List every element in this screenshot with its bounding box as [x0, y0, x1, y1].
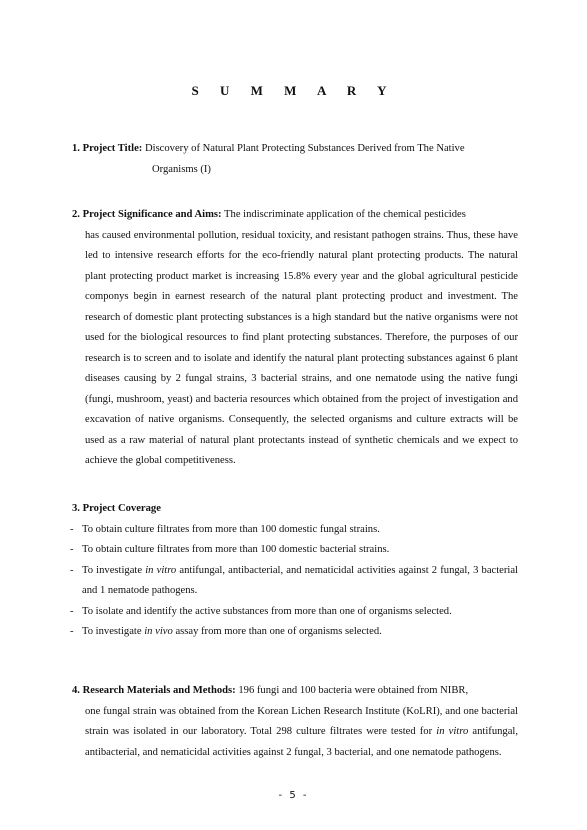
- section-significance: [72, 205, 518, 472]
- section1-line1: [72, 139, 518, 160]
- summary-title: S U M M A R Y: [191, 83, 396, 98]
- coverage-text-4: To isolate and identify the active substances from more than one of organisms selected.: [82, 605, 452, 617]
- page-number: - 5 -: [278, 790, 309, 801]
- section2-lead: The indiscriminate application of the chemical pesticides: [224, 209, 466, 220]
- section4-body-post: antifungal, antibacterial, and nematicidal activities against 2 fungal, 3 bacterial, and one nematode pathogens.: [85, 726, 519, 758]
- coverage-item: [72, 520, 518, 541]
- section-project-title: [72, 139, 518, 180]
- coverage-item: [72, 602, 518, 623]
- section4-body-em: in vitro: [436, 726, 469, 737]
- coverage-text-5-pre: To investigate: [82, 626, 142, 637]
- coverage-text-1: To obtain culture filtrates from more than 100 domestic fungal strains.: [82, 523, 380, 535]
- section-methods: [72, 681, 518, 763]
- bullet-mark: -: [70, 605, 74, 617]
- coverage-text-3-pre: To investigate: [82, 564, 143, 576]
- section4-body: [72, 702, 518, 764]
- section4-body-pre: one fungal strain was obtained from the Korean Lichen Research Institute (KoLRI), and one bacterial strain was isolated in our laboratory. Total 298 culture filtrates were tested for: [85, 705, 518, 737]
- section4-heading: 4. Research Materials and Methods:: [72, 685, 236, 696]
- coverage-text-3-em: in vitro: [145, 564, 177, 576]
- section2-body: has caused environmental pollution, residual toxicity, and resistant pathogen strains. Thus, these have led to intensive research efforts for the eco-friendly natural plant protecting products. The natural plant protecting product market is increasing 15.8% every year and the global agricultural pesticide componys begin in earnest research of the natural plant protecting product and investment. The research of domestic plant protecting substances is a high standard but the native organisms were not used for the biological resources to find plant protecting substances. Therefore, the purposes of our research is to screen and to isolate and identify the natural plant protecting substances against 6 plant diseases causing by 2 fungal strains, 3 bacterial strains, and one nematode using the native fungi (fungi, mushroom, yeast) and bacteria resources which obtained from the project of investigation and excavation of native organisms. Consequently, the selected organisms and culture extracts will be used as a raw material of natural plant protectants instead of synthetic chemicals and we expect to achieve the global competitiveness.: [85, 229, 518, 466]
- coverage-text-5-post: assay from more than one of organisms selected.: [175, 626, 382, 637]
- bullet-mark: -: [70, 544, 74, 555]
- bullet-mark: -: [70, 626, 74, 637]
- section4-lead: 196 fungi and 100 bacteria were obtained from NIBR,: [238, 685, 469, 696]
- section2-heading: 2. Project Significance and Aims:: [72, 209, 222, 220]
- bullet-mark: -: [70, 523, 74, 535]
- section1-heading: 1. Project Title:: [72, 143, 143, 154]
- section2-line1: [72, 205, 518, 226]
- section3-heading: 3. Project Coverage: [72, 503, 161, 514]
- coverage-item: [72, 622, 518, 643]
- section-coverage: [72, 499, 518, 643]
- coverage-text-3-post: antifungal, antibacterial, and nematicidal activities against 2 fungal, 3 bacterial and 1 nematode pathogens.: [82, 564, 518, 596]
- section4-line1: [72, 681, 518, 702]
- bullet-mark: -: [70, 564, 74, 576]
- section1-text2: Organisms (I): [152, 163, 211, 175]
- coverage-item: [72, 561, 518, 602]
- coverage-item: [72, 540, 518, 561]
- coverage-text-5-em: in vivo: [144, 626, 173, 637]
- section1-text1: Discovery of Natural Plant Protecting Substances Derived from The Native: [144, 143, 465, 154]
- coverage-text-2: To obtain culture filtrates from more than 100 domestic bacterial strains.: [82, 544, 390, 555]
